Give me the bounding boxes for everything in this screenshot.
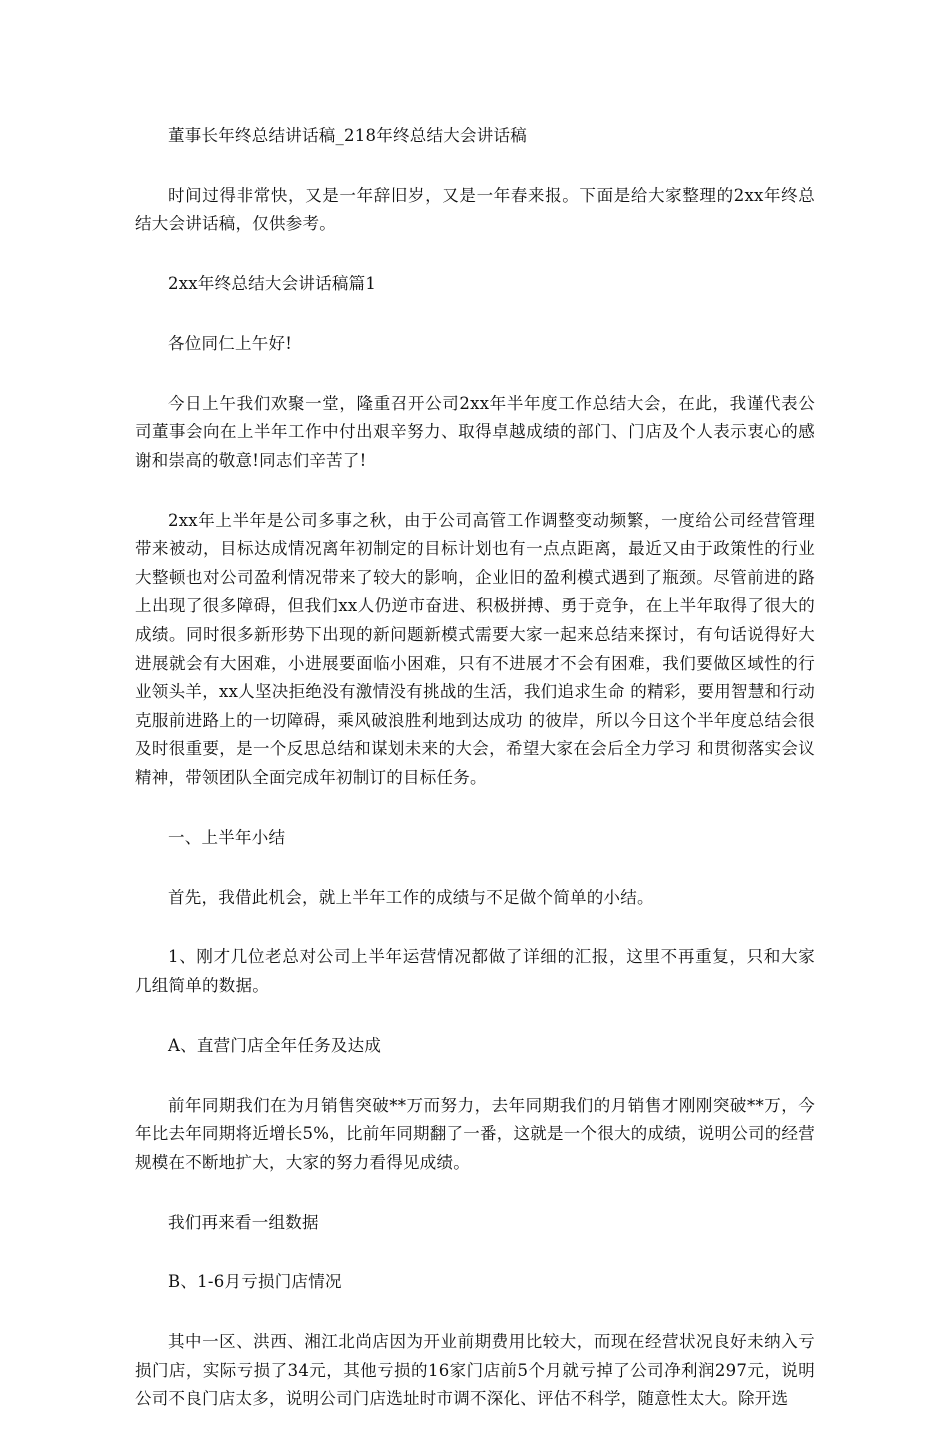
body-paragraph: 我们再来看一组数据 [168, 1212, 319, 1232]
greeting-paragraph: 各位同仁上午好! [168, 333, 293, 353]
body-paragraph: 其中一区、洪西、湘江北尚店因为开业前期费用比较大，而现在经营状况良好未纳入亏损门店，实际亏损了34元，其他亏损的16家门店前5个月就亏掉了公司净利润297元，说明公司不良门店太多，说明公司门店选址时市调不深化、评估不科学，随意性太大。除开选 [135, 1332, 815, 1409]
document-body [135, 122, 815, 1445]
intro-paragraph: 时间过得非常快，又是一年辞旧岁，又是一年春来报。下面是给大家整理的2xx年终总结大会讲话稿，仅供参考。 [135, 185, 815, 234]
subsection-heading: B、1-6月亏损门店情况 [168, 1272, 342, 1292]
section-heading: 2xx年终总结大会讲话稿篇1 [168, 274, 377, 294]
subsection-heading: A、直营门店全年任务及达成 [168, 1035, 382, 1055]
body-paragraph: 前年同期我们在为月销售突破**万而努力，去年同期我们的月销售才刚刚突破**万，今年比去年同期将近增长5%，比前年同期翻了一番，这就是一个很大的成绩，说明公司的经营规模在不断地扩大，大家的努力看得见成绩。 [135, 1095, 815, 1172]
subsection-heading: 一、上半年小结 [168, 827, 286, 847]
body-paragraph: 首先，我借此机会，就上半年工作的成绩与不足做个简单的小结。 [168, 887, 654, 907]
body-paragraph: 2xx年上半年是公司多事之秋，由于公司高管工作调整变动频繁，一度给公司经营管理带来被动，目标达成情况离年初制定的目标计划也有一点点距离，最近又由于政策性的行业大整顿也对公司盈利情况带来了较大的影响，企业旧的盈利模式遇到了瓶颈。尽管前进的路上出现了很多障碍，但我们xx人仍逆市奋进、积极拼搏、勇于竞争，在上半年取得了很大的成绩。同时很多新形势下出现的新问题新模式需要大家一起来总结来探讨，有句话说得好大进展就会有大困难，小进展要面临小困难，只有不进展才不会有困难，我们要做区域性的行业领头羊，xx人坚决拒绝没有激情没有挑战的生活，我们追求生命 的精彩，要用智慧和行动克服前进路上的一切障碍，乘风破浪胜利地到达成功 的彼岸，所以今日这个半年度总结会很及时很重要，是一个反思总结和谋划未来的大会，希望大家在会后全力学习 和贯彻落实会议精神，带领团队全面完成年初制订的目标任务。 [135, 510, 815, 788]
body-paragraph: 今日上午我们欢聚一堂，隆重召开公司2xx年半年度工作总结大会，在此，我谨代表公司董事会向在上半年工作中付出艰辛努力、取得卓越成绩的部门、门店及个人表示衷心的感谢和崇高的敬意!同志们辛苦了! [135, 393, 815, 470]
body-paragraph: 1、刚才几位老总对公司上半年运营情况都做了详细的汇报，这里不再重复，只和大家几组简单的数据。 [135, 947, 815, 995]
document-title: 董事长年终总结讲话稿_218年终总结大会讲话稿 [168, 126, 527, 145]
